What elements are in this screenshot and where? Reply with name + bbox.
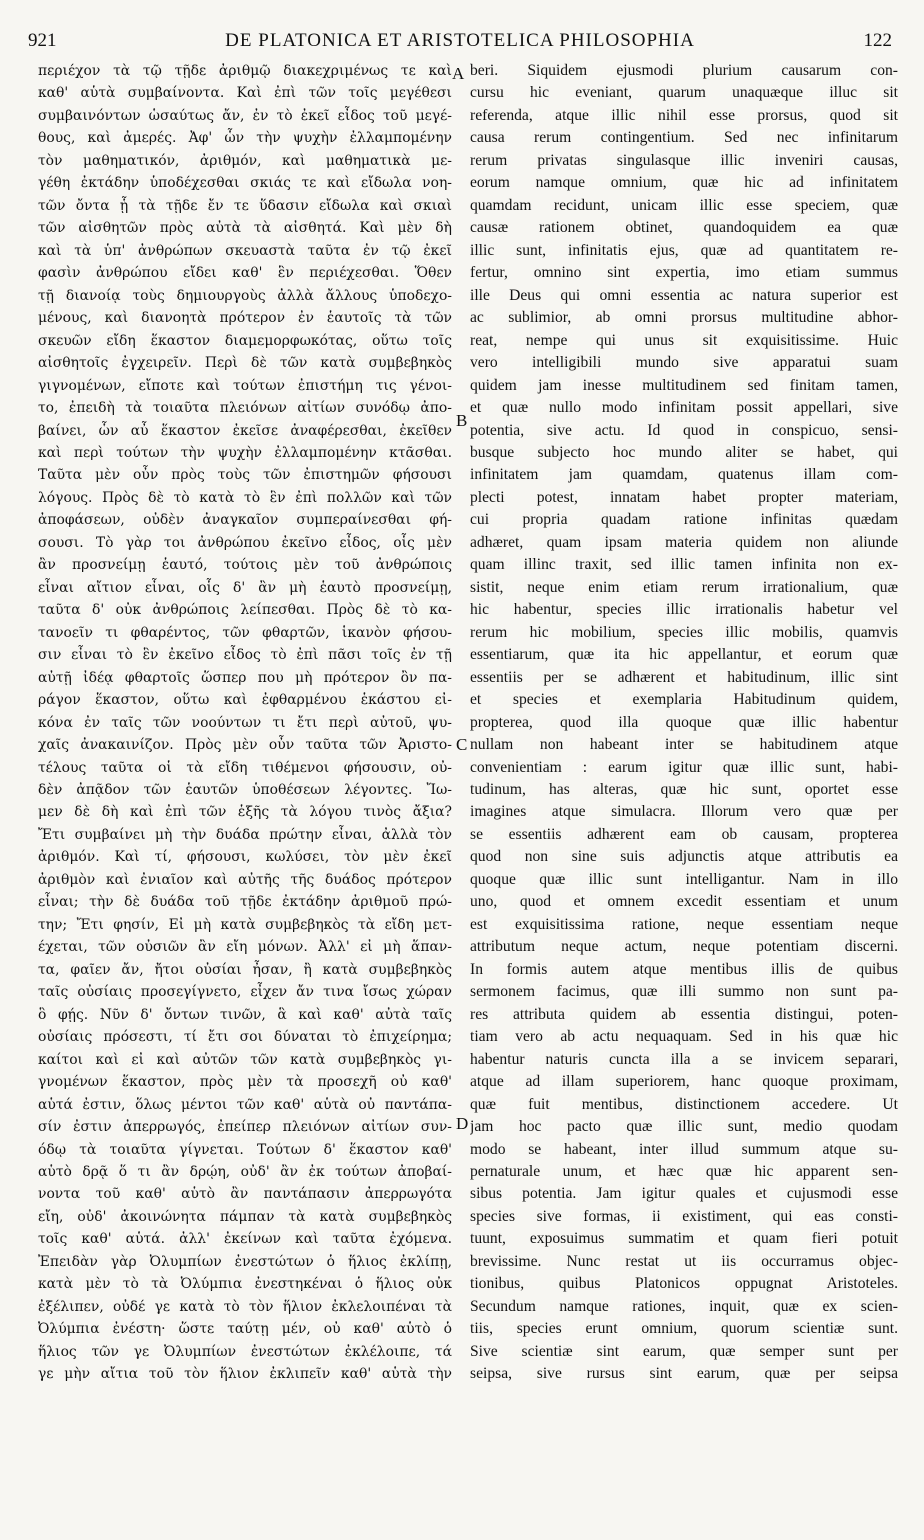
latin-text-line: sistit, neque enim etiam rerum irrationalium, quæ — [470, 578, 898, 596]
latin-text-line: essentiarum, quæ ita hic appellantur, et eorum quæ — [470, 646, 898, 664]
latin-text-line: species sive formas, ii existiment, qui eas consti- — [470, 1207, 898, 1225]
latin-text-line: rerum privatas singulasque illic inveniri causas, — [470, 151, 898, 169]
page-number-left: 921 — [28, 30, 57, 51]
greek-text-line: φασὶν ἀνθρώπου εἴδει καθ' ἓν περιέχεσθαι. Ὅθεν — [38, 265, 452, 282]
latin-text-line: eorum namque omnium, quæ hic ad infinitatem — [470, 174, 898, 192]
latin-text-line: et species et exemplaria Habitudinum quidem, — [470, 691, 898, 709]
latin-text-line: brevissime. Nunc restat ut iis occurramus objec- — [470, 1252, 898, 1270]
greek-text-line: ἐξέλιπεν, οὐδέ γε κατὰ τὸ τὸν ἥλιον ἐκλελοιπέναι τὰ — [38, 1298, 452, 1315]
greek-text-line: ὃ φῄς. Νῦν δ' ὄντων τινῶν, ἃ καὶ καθ' αὐτὰ ταῖς — [38, 1006, 452, 1023]
greek-text-line: καθ' αὑτὰ συμβαίνοντα. Καὶ ἐπὶ τῶν τοῖς μεγέθεσι — [38, 85, 452, 102]
latin-text-line: tionibus, quibus Platonicos oppugnat Aristoteles. — [470, 1275, 898, 1293]
section-marker-d: D — [456, 1114, 469, 1133]
latin-text-line: In formis autem atque mentibus illis de quibus — [470, 960, 898, 978]
latin-text-line: Secundum namque rationes, inquit, quæ ex scien- — [470, 1297, 898, 1315]
latin-text-line: causæ rationem obtinet, quandoquidem ea quæ — [470, 219, 898, 237]
latin-text-line: illic sunt, infinitatis ejus, quæ ad quantitatem re- — [470, 241, 898, 259]
greek-text-line: τέλους ταῦτα οἱ τὰ εἴδη τιθέμενοι φήσουσιν, οὐ- — [38, 759, 452, 776]
latin-text-line: beri. Siquidem ejusmodi plurium causarum con- — [470, 62, 898, 79]
greek-text-line: ἀριθμὸν καὶ ἐνιαῖον καὶ αὐτῆς τῆς δυάδος πρότερον — [38, 871, 452, 888]
greek-text-line: ταῖς οὐσίαις προσεγίγνετο, εἶχεν ἄν τινα ἴσως χώραν — [38, 984, 452, 1001]
latin-text-line: referenda, atque illic nihil esse prorsus, quod sit — [470, 106, 898, 124]
greek-text-line: ἥλιος τῶν γε Ὀλυμπίων ἐνεστώτων ἐκλέλοιπε, τά — [38, 1343, 452, 1360]
latin-text-line: tiam vero ab actu nequaquam. Sed in his quæ hic — [470, 1028, 898, 1046]
latin-text-line: et quæ nullo modo infinitam possit appellari, sive — [470, 399, 898, 417]
greek-text-line: καίτοι καὶ εἰ καὶ αὐτῶν τῶν κατὰ συμβεβηκὸς γι- — [38, 1051, 452, 1068]
latin-text-line: vero intelligibili mundo sive apparatui suam — [470, 354, 898, 372]
greek-text-line: μεν δὲ δὴ καὶ ἐπὶ τῶν ἑξῆς τὰ λόγου τινὸς ἄξια? — [38, 804, 452, 821]
greek-text-line: αἰσθητοῖς ἐγχειρεῖν. Περὶ δὲ τῶν κατὰ συμβεβηκὸς — [38, 355, 452, 372]
greek-text-line: ἂν προσνείμῃ ἑαυτό, τούτοις μὲν τοῦ ἀνθρώποις — [38, 557, 452, 574]
latin-text-line: Sive scientiæ sint earum, quæ semper sunt per — [470, 1342, 898, 1360]
greek-text-line: Ἐπειδὰν γὰρ Ὀλυμπίων ἐνεστώτων ὁ ἥλιος ἐκλίπῃ, — [38, 1253, 452, 1270]
latin-text-line: ac sublimior, ab omni prorsus multitudine abhor- — [470, 309, 898, 327]
greek-text-line: όδῳ τὰ τοιαῦτα γίγνεται. Τούτων δ' ἕκαστον καθ' — [38, 1141, 452, 1158]
latin-text-line: adhæret, quam ipsam materia quidem non aliunde — [470, 533, 898, 551]
greek-text-line: οὐσίαις πρόσεστι, τί ἔτι σοι δύναται τὸ ἐπιχείρημα; — [38, 1029, 452, 1046]
greek-text-line: έχεται, τῶν οὐσιῶν ἂν εἴη μόνων. Ἀλλ' εἰ μὴ ἅπαν- — [38, 939, 452, 956]
latin-text-line: modo se habeant, inter illud summum atque su- — [470, 1140, 898, 1158]
greek-text-line: τῶν ὄντα ᾗ τὰ τῇδε ἔν τε ὕδασιν εἴδωλα καὶ σκιαὶ — [38, 197, 452, 214]
latin-text-line: quam illinc traxit, sed illic tamen infinita non ex- — [470, 556, 898, 574]
latin-text-line: tudinum, has alteras, quæ hic sunt, oportet esse — [470, 781, 898, 798]
latin-text-line: rerum hic mobilium, species illic mobilis, quamvis — [470, 623, 898, 641]
latin-text-line: plecti potest, innatam habet propter materiam, — [470, 488, 898, 506]
greek-text-line: σιν εἶναι τὸ ἓν ἐκεῖνο εἶδος τὸ ἐπὶ πᾶσι τοῖς ἐν τῇ — [38, 647, 452, 664]
greek-text-line: γε μὴν αἴτια τοῦ τὸν ἥλιον ἐκλιπεῖν καθ' αὑτὰ τὴν — [38, 1366, 452, 1383]
latin-text-line: sibus potentia. Jam igitur quales et cujusmodi esse — [470, 1185, 898, 1203]
greek-text-line: την; Ἔτι φησίν, Εἰ μὴ κατὰ συμβεβηκὸς τὰ εἴδη μετ- — [38, 916, 452, 933]
greek-text-line: τα, φαῖεν ἄν, ἤτοι οὐσίαι ἦσαν, ἢ κατὰ συμβεβηκὸς — [38, 961, 452, 978]
greek-text-line: εἶναι; τὴν δὲ δυάδα τοῦ τῇδε ἐκτάδην ἀριθμοῦ πρώ- — [38, 894, 452, 911]
page-header — [28, 30, 892, 56]
latin-text-line: quamdam recidunt, unicam illic esse speciem, quæ — [470, 196, 898, 214]
latin-text-line: attributum neque actum, neque potentiam discerni. — [470, 938, 898, 956]
latin-text-line: busque subjecto hoc mundo aliter se habet, qui — [470, 443, 898, 461]
section-marker-c: C — [456, 735, 468, 754]
latin-text-line: tiis, species erunt omnium, quorum scientiæ sunt. — [470, 1320, 898, 1338]
latin-text-line: jam hoc pacto quæ illic sunt, medio quodam — [470, 1118, 898, 1136]
greek-text-line: εἶναι αἴτιον εἶναι, οἷς δ' ἂν μὴ ἑαυτὸ προσνείμῃ, — [38, 579, 452, 596]
greek-text-line: ἀριθμόν. Καὶ τί, φήσουσι, κωλύσει, τὸν μὲν ἐκεῖ — [38, 849, 452, 866]
latin-text-line: sermonem facimus, quæ illi summo non sunt pa- — [470, 983, 898, 1001]
latin-text-line: imagines atque simulacra. Illorum vero quæ per — [470, 803, 898, 821]
greek-text-line: καὶ τὰ ὑπ' ἀνθρώπων σκευαστὰ ταῦτα ἐν τῷ ἐκεῖ — [38, 242, 452, 259]
latin-text-line: quidem jam inesse multitudinem sed finitam tamen, — [470, 376, 898, 394]
latin-text-line: essentiis per se adhærent et habitudinum, illic sint — [470, 668, 898, 686]
latin-text-line: cursu hic eveniant, quarum unaquæque illuc sit — [470, 84, 898, 102]
greek-text-line: τῶν αἰσθητῶν πρὸς αὐτὰ τὰ αἰσθητά. Καὶ μὲν δὴ — [38, 220, 452, 237]
latin-text-column — [470, 60, 898, 1540]
latin-text-line: quoque quæ illic sunt intelligantur. Nam in illo — [470, 870, 898, 888]
latin-text-line: seipsa, sive rursus sint earum, quæ per seipsa — [470, 1365, 898, 1383]
latin-text-line: nullam non habeant inter se habitudinem atque — [470, 736, 898, 754]
latin-text-line: est exquisitissima ratione, neque essentiam neque — [470, 915, 898, 933]
section-marker-a: A — [452, 64, 465, 83]
greek-text-line: δὲν ἀπᾷδον τῶν ἑαυτῶν ὑποθέσεων λέγοντες. Ἴω- — [38, 782, 452, 798]
greek-text-line: κατὰ μὲν τὸ τὰ Ὀλύμπια ἐνεστηκέναι ὁ ἥλιος οὐκ — [38, 1276, 452, 1293]
greek-text-line: μένους, καὶ διανοητὰ πρότερον ἐν ἑαυτοῖς τὰ τῶν — [38, 310, 452, 327]
greek-text-line: ταῦτα δ' οὐκ ἀνθρώποις λείπεσθαι. Πρὸς δὲ τὸ κα- — [38, 602, 452, 619]
greek-text-line: χαῖς ἀνακαινίζον. Πρὸς μὲν οὖν ταῦτα τῶν Ἀριστο- — [38, 737, 452, 754]
latin-text-line: quæ fuit mentibus, distinctionem accedere. Ut — [470, 1095, 898, 1113]
greek-text-line: γνομένων ἕκαστον, πρὸς μὲν τὰ προσεχῆ οὐ καθ' — [38, 1074, 452, 1091]
greek-text-line: το, ἐπειδὴ τὰ τοιαῦτα πλειόνων αἰτίων συνόδῳ ἀπο- — [38, 400, 452, 417]
greek-text-line: τοῖς καθ' αὑτά. ἀλλ' ἐκείνων καὶ ταῦτα ἐχόμενα. — [38, 1231, 452, 1248]
greek-text-line: καὶ περὶ τούτων τὴν ψυχὴν ἐλλαμπομένην κτᾶσθαι. — [38, 444, 452, 461]
running-title: DE PLATONICA ET ARISTOTELICA PHILOSOPHIA — [225, 30, 695, 51]
greek-text-line: περιέχον τὰ τῷ τῇδε ἀριθμῷ διακεχριμένως τε καὶ — [38, 63, 452, 79]
latin-text-line: potentia, sive actu. Id quod in conspicuo, sensi- — [470, 421, 898, 439]
greek-text-line: βαίνει, ὧν αὖ ἕκαστον ἐκεῖσε ἀναφέρεσθαι, ἐκεῖθεν — [38, 422, 452, 439]
latin-text-line: atque ad illam superiorem, hanc quoque proximam, — [470, 1073, 898, 1091]
greek-text-line: λόγους. Πρὸς δὲ τὸ κατὰ τὸ ἓν ἐπὶ πολλῶν καὶ τῶν — [38, 489, 452, 506]
latin-text-line: res attributa quidem ab essentia distingui, poten- — [470, 1005, 898, 1023]
latin-text-line: reat, nempe qui unus sit exquisitissime. Huic — [470, 331, 898, 349]
latin-text-line: propterea, quod illa quoque quæ illic habentur — [470, 713, 898, 731]
latin-text-line: convenientiam : earum igitur quæ illic sunt, habi- — [470, 758, 898, 776]
page-number-right: 122 — [863, 30, 892, 51]
latin-text-line: habentur naturis cuncta illa a se invicem separari, — [470, 1050, 898, 1068]
greek-text-line: εἴη, οὐδ' ἀκοινώνητα πάμπαν τὰ κατὰ συμβεβηκὸς — [38, 1208, 452, 1225]
greek-text-line: αὐτῇ ἰδέᾳ φθαρτοῖς ὥσπερ που μὴ πρότερον ὂν πα- — [38, 669, 452, 686]
greek-text-line: ἀποφάσεων, οὐδὲν ἀναγκαῖον συμπεραίνεσθαι φή- — [38, 512, 452, 529]
latin-text-line: hic habentur, species illic irrationalis habetur vel — [470, 601, 898, 619]
latin-text-line: se essentiis adhærent eam ob causam, propterea — [470, 825, 898, 843]
latin-text-line: fertur, omnino sint expertia, imo etiam summus — [470, 264, 898, 282]
latin-text-line: quod non sine suis adjunctis atque attributis ea — [470, 848, 898, 866]
latin-text-line: cui propria quadam ratione infinitas quædam — [470, 511, 898, 529]
greek-text-line: συμβαινόντων ὡσαύτως ἄν, ἐν τὸ ἐκεῖ εἶδος τοῦ μεγέ- — [38, 107, 452, 124]
greek-text-line: Ἔτι συμβαίνει μὴ τὴν δυάδα πρώτην εἶναι, ἀλλὰ τὸν — [38, 826, 452, 843]
greek-text-line: τανοεῖν τι φθαρέντος, τῶν φθαρτῶν, ἱκανὸν φήσου- — [38, 624, 452, 641]
greek-text-line: Ταῦτα μὲν οὖν πρὸς τοὺς τῶν ἐπιστημῶν φήσουσι — [38, 467, 452, 484]
greek-text-line: σκευῶν εἴδη ἕκαστον διαμεμορφωκότας, οὕτω τοῖς — [38, 332, 452, 349]
latin-text-line: ille Deus qui omni essentia ac natura superior est — [470, 286, 898, 304]
greek-text-line: γιγνομένων, εἴποτε καὶ τούτων ἐπιστήμη τις γένοι- — [38, 377, 452, 394]
greek-text-line: νοντα τοῦ καθ' αὑτὸ ἂν παντάπασιν ἀπερρωγότα — [38, 1186, 452, 1203]
greek-text-line: θους, καὶ ἀμερές. Ἀφ' ὧν τὴν ψυχὴν ἐλλαμπομένην — [38, 130, 452, 147]
greek-text-line: σουσι. Τὸ γὰρ τοι ἀνθρώπου ἐκεῖνο εἶδος, οἷς μὲν — [38, 534, 452, 551]
greek-text-line: γέθη ἐκτάδην ὑποδέχεσθαι σκιάς τε καὶ εἴδωλα νοη- — [38, 175, 452, 192]
latin-text-line: causa rerum contingentium. Sed nec infinitarum — [470, 129, 898, 147]
greek-text-column — [38, 60, 452, 1540]
greek-text-line: κόνα ἐν ταῖς τῶν νοούντων τι ἔτι περὶ αὐτοῦ, ψυ- — [38, 714, 452, 731]
latin-text-line: pernaturale unum, et hæc quæ hic apparent sen- — [470, 1162, 898, 1180]
latin-text-line: tuunt, exposuimus summatim et quam fieri potuit — [470, 1230, 898, 1248]
greek-text-line: ράγον ἕκαστον, οὕτω καὶ ἐφθαρμένου ἑκάστου εἰ- — [38, 692, 452, 709]
greek-text-line: τῇ διανοίᾳ τοὺς δημιουργοὺς ἀλλὰ ἄλλους ὑποδεχο- — [38, 287, 452, 304]
greek-text-line: αὑτά ἐστιν, ὅλως μέντοι τῶν καθ' αὑτὰ οὐ παντάπα- — [38, 1096, 452, 1113]
latin-text-line: uno, quod et omnem excedit essentiam et unum — [470, 893, 898, 911]
greek-text-line: αὑτὸ δρᾷ ὅ τι ἂν δρῴη, οὐδ' ἂν ἐκ τούτων ἀποβαί- — [38, 1163, 452, 1180]
latin-text-line: infinitatem jam quamdam, quatenus illam com- — [470, 466, 898, 484]
greek-text-line: τὸν μαθηματικόν, ἀριθμόν, καὶ μαθηματικὰ με- — [38, 152, 452, 169]
greek-text-line: Ὀλύμπια ἐνέστη· ὥστε ταύτῃ μέν, οὐ καθ' αὑτὸ ὁ — [38, 1321, 452, 1338]
section-marker-b: B — [456, 411, 468, 430]
greek-text-line: σίν ἐστιν ἀπερρωγός, ἐπείπερ πλειόνων αἰτίων συν- — [38, 1119, 452, 1136]
